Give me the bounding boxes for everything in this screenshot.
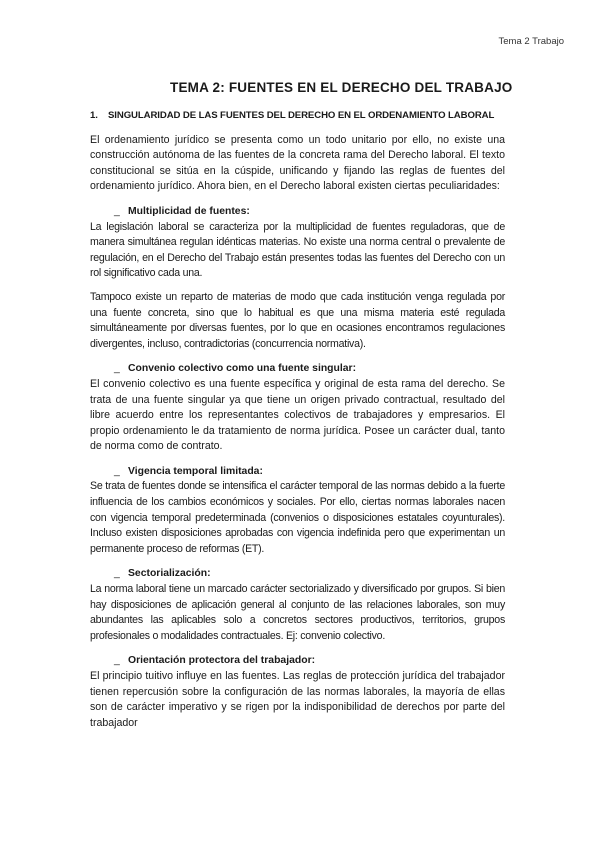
paragraph: Se trata de fuentes donde se intensifica el carácter temporal de las normas debido a la fuerte influencia de los cambios económicos y sociales. Por ello, ciertas normas laborales nacen con vigencia temporal predeterminada (convenios o disposiciones estatales coyunturales). Incluso existen disposiciones aprobadas con vigencia indefinida pero que experimentan un permanente proceso de reformas (ET). [90, 480, 505, 555]
section-heading [90, 108, 505, 124]
bullet-marker: _ [114, 205, 120, 217]
paragraph: La legislación laboral se caracteriza por la multiplicidad de fuentes reguladoras, que de manera simultánea regulan idénticas materias. No existe una norma central o prevalente de regulación, en el Derecho del Trabajo están presentes todas las fuentes del Derecho con un rol significativo cada una. [90, 220, 505, 280]
subsection-heading-text: Orientación protectora del trabajador: [128, 655, 316, 667]
subsection-heading-text: Sectorialización: [128, 568, 211, 580]
paragraph: Tampoco existe un reparto de materias de modo que cada institución venga regulada por una fuente concreta, sino que lo habitual es que una misma materia esté regulada simultáneamente por diversas fuentes, por lo que en ocasiones encontramos regulaciones divergentes, incluso, contradictorias (concurrencia normativa). [90, 290, 505, 350]
document-title: TEMA 2: FUENTES EN EL DERECHO DEL TRABAJO [170, 80, 513, 95]
section-intro: El ordenamiento jurídico se presenta como un todo unitario por ello, no existe una construcción autónoma de las fuentes de la concreta rama del Derecho laboral. El texto constitucional se sitúa en la cúspide, unificando y fijando las reglas de fuentes del ordenamiento jurídico. Ahora bien, en el Derecho laboral existen ciertas peculiaridades: [90, 133, 505, 193]
paragraph: La norma laboral tiene un marcado carácter sectorializado y diversificado por grupos. Si bien hay disposiciones de aplicación general al conjunto de las relaciones laborales, son muy abundantes las aplicables solo a concretos sectores productivos, territorios, grupos profesionales o modalidades contractuales. Ej: convenio colectivo. [90, 583, 505, 642]
subsection-heading [90, 566, 505, 582]
paragraph: El convenio colectivo es una fuente específica y original de esta rama del derecho. Se trata de una fuente singular ya que tiene un origen privado contractual, resultado del libre acuerdo entre los representantes colectivos de trabajadores y empresarios. El propio ordenamiento le da tratamiento de norma jurídica. Posee un carácter dual, tanto de norma como de contrato. [90, 377, 505, 453]
section-heading-text: SINGULARIDAD DE LAS FUENTES DEL DERECHO EN EL ORDENAMIENTO LABORAL [108, 110, 495, 121]
bullet-marker: _ [114, 655, 120, 667]
subsection-heading [90, 653, 505, 669]
bullet-marker: _ [114, 568, 120, 580]
subsection-heading-text: Convenio colectivo como una fuente singular: [128, 363, 357, 375]
running-header: Tema 2 Trabajo [498, 36, 564, 47]
bullet-marker: _ [114, 465, 120, 477]
subsection-heading-text: Vigencia temporal limitada: [128, 465, 263, 477]
subsection-heading [90, 464, 505, 480]
subsection-heading [90, 361, 505, 377]
document-body [90, 108, 505, 731]
subsection-heading [90, 204, 505, 220]
subsection-heading-text: Multiplicidad de fuentes: [128, 205, 250, 217]
section-number: 1. [90, 110, 98, 121]
bullet-marker: _ [114, 363, 120, 375]
paragraph: El principio tuitivo influye en las fuentes. Las reglas de protección jurídica del trabajador tienen repercusión sobre la configuración de las normas laborales, la mayoría de ellas son de carácter imperativo y se rigen por la indisponibilidad de derechos por parte del trabajador [90, 670, 505, 729]
